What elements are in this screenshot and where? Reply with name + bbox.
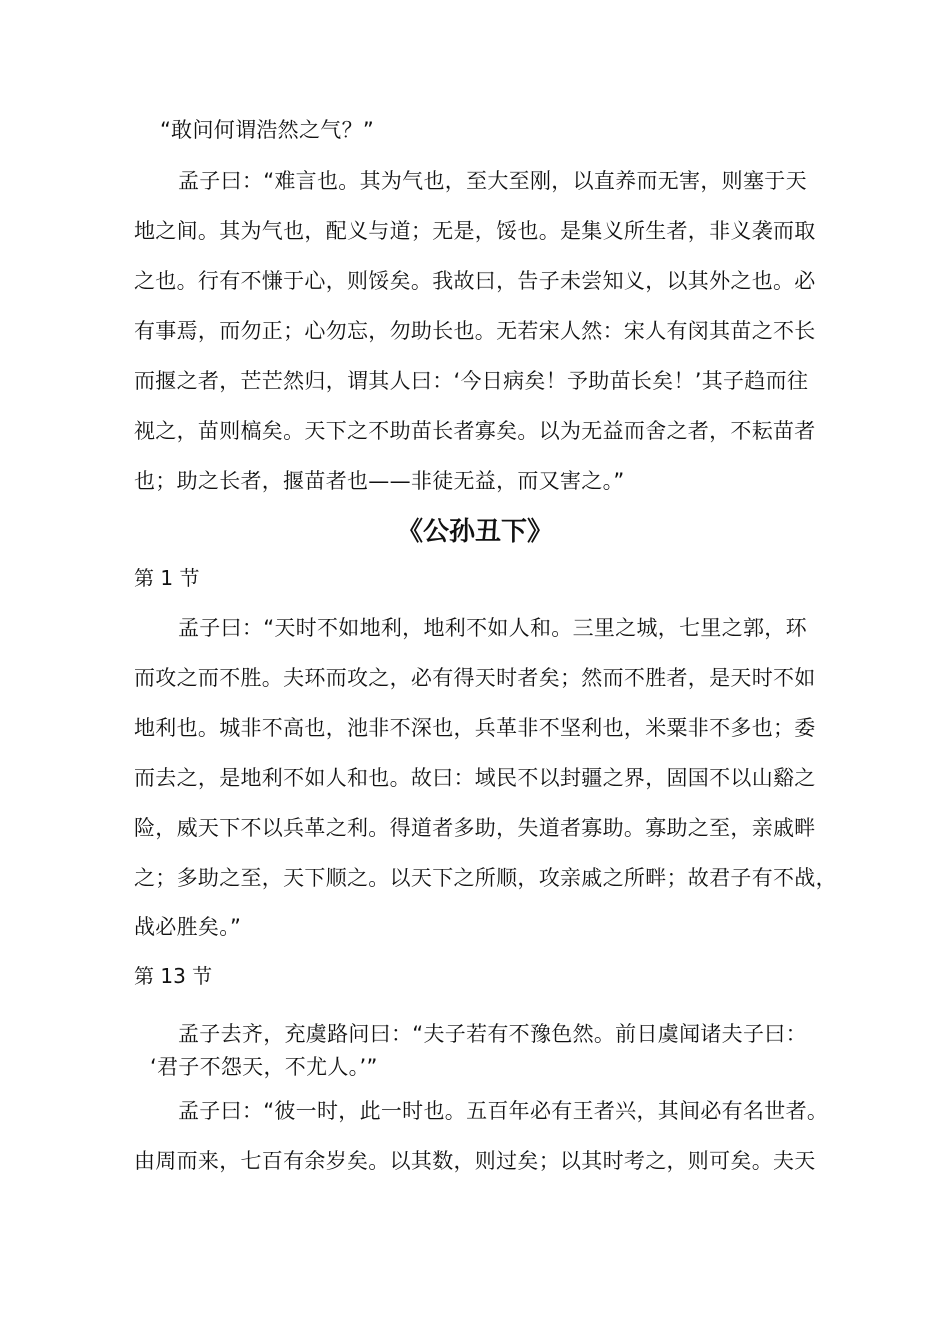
section1-line-3: 地利也。城非不高也，池非不深也，兵革非不坚利也，米粟非不多也；委 bbox=[134, 716, 816, 740]
section13-para1-line-2: ‘君子不怨天，不尤人。’” bbox=[150, 1055, 378, 1079]
section1-line-4: 而去之，是地利不如人和也。故曰：域民不以封疆之界，固国不以山谿之 bbox=[134, 766, 816, 790]
passage1-line-3: 之也。行有不慊于心，则馁矣。我故曰，告子未尝知义，以其外之也。必 bbox=[134, 269, 816, 293]
chapter-title: 《公孙丑下》 bbox=[396, 517, 553, 547]
section13-para2-line-1: 孟子曰：“彼一时，此一时也。五百年必有王者兴，其间必有名世者。 bbox=[178, 1099, 829, 1123]
passage1-line-1: 孟子曰：“难言也。其为气也，至大至刚，以直养而无害，则塞于天 bbox=[178, 169, 807, 193]
section1-line-5: 险，威天下不以兵革之利。得道者多助，失道者寡助。寡助之至，亲戚畔 bbox=[134, 816, 816, 840]
section1-line-6: 之；多助之至，天下顺之。以天下之所顺，攻亲戚之所畔；故君子有不战， bbox=[134, 866, 837, 890]
question-line: “敢问何谓浩然之气？” bbox=[160, 118, 375, 142]
passage1-line-4: 有事焉，而勿正；心勿忘，勿助长也。无若宋人然：宋人有闵其苗之不长 bbox=[134, 319, 816, 343]
section1-line-7: 战必胜矣。” bbox=[134, 915, 242, 939]
passage1-line-5: 而揠之者，芒芒然归，谓其人曰：‘今日病矣！予助苗长矣！’其子趋而往 bbox=[134, 369, 809, 393]
section13-para2-line-2: 由周而来，七百有余岁矣。以其数，则过矣；以其时考之，则可矣。夫天 bbox=[134, 1149, 816, 1173]
passage1-line-6: 视之，苗则槁矣。天下之不助苗长者寡矣。以为无益而舍之者，不耘苗者 bbox=[134, 419, 816, 443]
passage1-line-7: 也；助之长者，揠苗者也——非徒无益，而又害之。” bbox=[134, 469, 625, 493]
section13-para1-line-1: 孟子去齐，充虞路问曰：“夫子若有不豫色然。前日虞闻诸夫子曰： bbox=[178, 1022, 807, 1046]
section-label-1: 第 1 节 bbox=[134, 566, 200, 590]
section1-line-2: 而攻之而不胜。夫环而攻之，必有得天时者矣；然而不胜者，是天时不如 bbox=[134, 666, 816, 690]
section1-line-1: 孟子曰：“天时不如地利，地利不如人和。三里之城，七里之郭，环 bbox=[178, 616, 807, 640]
passage1-line-2: 地之间。其为气也，配义与道；无是，馁也。是集义所生者，非义袭而取 bbox=[134, 219, 816, 243]
section-label-13: 第 13 节 bbox=[134, 964, 213, 988]
